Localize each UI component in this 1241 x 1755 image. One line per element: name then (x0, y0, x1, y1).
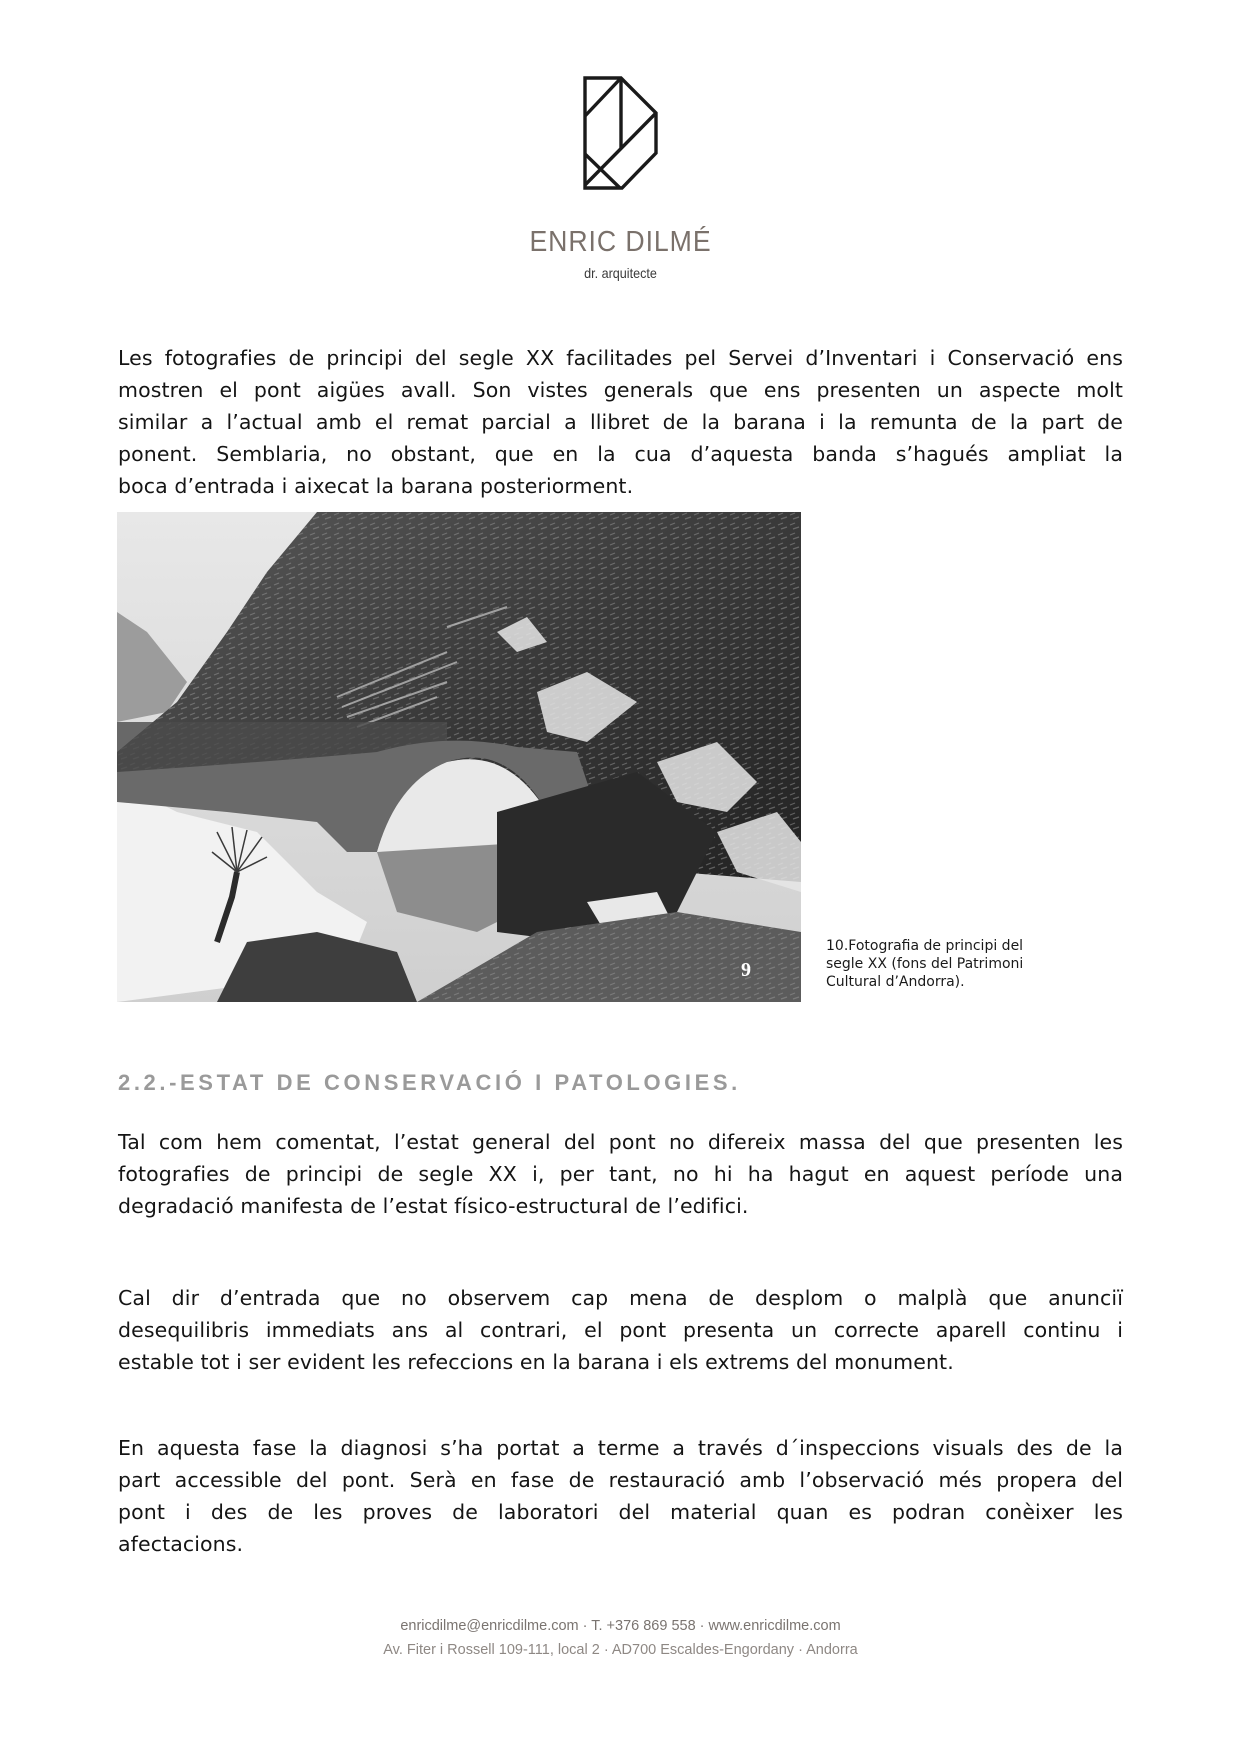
text-line: Tal com hem comentat, l’estat general del pont no difereix massa del que presenten les (118, 1130, 1123, 1154)
caption-line: Cultural d’Andorra). (826, 974, 965, 990)
historic-bridge-photo (117, 512, 801, 1002)
section-paragraph-2 (118, 1282, 1123, 1378)
brand-subtitle: dr. arquitecte (584, 265, 657, 281)
intro-paragraph (118, 342, 1123, 502)
text-line: estable tot i ser evident les refeccions en la barana i els extrems del monument. (118, 1350, 954, 1374)
caption-line: segle XX (fons del Patrimoni (826, 956, 1024, 972)
text-line: fotografies de principi de segle XX i, per tant, no hi ha hagut en aquest període una (118, 1162, 1123, 1186)
text-line: desequilibris immediats ans al contrari, el pont presenta un correcte aparell continu i (118, 1318, 1123, 1342)
text-line: afectacions. (118, 1532, 244, 1556)
footer-contact: enricdilme@enricdilme.com · T. +376 869 558 · www.enricdilme.com (400, 1618, 841, 1634)
figure-caption (826, 937, 1066, 991)
text-line: similar a l’actual amb el remat parcial a llibret de la barana i la remunta de la part de (118, 410, 1123, 434)
text-line: pont i des de les proves de laboratori del material quan es podran conèixer les (118, 1500, 1123, 1524)
caption-line: 10.Fotografia de principi del (826, 938, 1024, 954)
text-line: En aquesta fase la diagnosi s’ha portat a terme a través d´inspeccions visuals des de la (118, 1436, 1123, 1460)
text-line: degradació manifesta de l’estat físico-estructural de l’edifici. (118, 1194, 749, 1218)
footer-address: Av. Fiter i Rossell 109-111, local 2 · AD700 Escaldes-Engordany · Andorra (383, 1642, 858, 1658)
photo-number: 9 (741, 959, 751, 981)
text-line: ponent. Semblaria, no obstant, que en la cua d’aquesta banda s’hagués ampliat la (118, 442, 1123, 466)
logo-monogram-icon (580, 74, 662, 192)
text-line: Cal dir d’entrada que no observem cap mena de desplom o malplà que anunciï (118, 1286, 1123, 1310)
text-line: mostren el pont aigües avall. Son vistes generals que ens presenten un aspecte molt (118, 378, 1123, 402)
text-line: part accessible del pont. Serà en fase de restauració amb l’observació més propera del (118, 1468, 1123, 1492)
brand-name: ENRIC DILMÉ (529, 226, 712, 258)
text-line: boca d’entrada i aixecat la barana posteriorment. (118, 474, 634, 498)
section-paragraph-1 (118, 1126, 1123, 1222)
section-heading: 2.2.-ESTAT DE CONSERVACIÓ I PATOLOGIES. (118, 1070, 741, 1095)
section-paragraph-3 (118, 1432, 1123, 1560)
text-line: Les fotografies de principi del segle XX facilitades pel Servei d’Inventari i Conservació ens (118, 346, 1123, 370)
